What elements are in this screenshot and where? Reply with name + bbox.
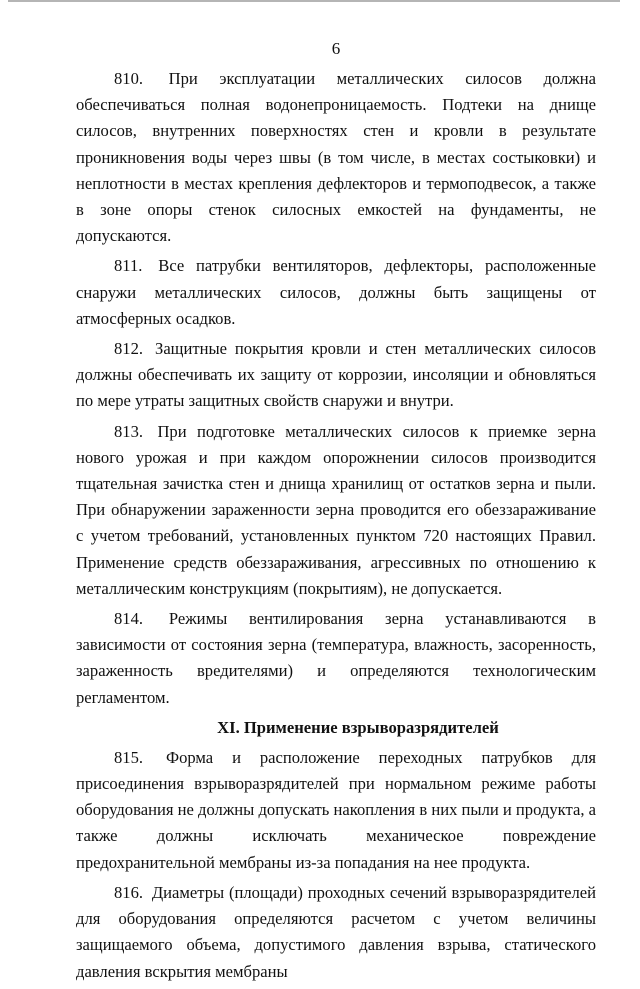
scan-top-edge — [8, 0, 620, 2]
section-title: XI. Применение взрыворазрядителей — [217, 717, 499, 737]
paragraph-number: 815. — [114, 747, 144, 767]
paragraph-number: 812. — [114, 339, 144, 359]
paragraph-text: Форма и расположение переходных патрубков для присоединения взрыворазрядителей при нормальном режиме работы оборудования не должны допускать накопления в них пыли и продукта, а также должны исключать механическое повреждение предохранительной мембраны из-за попадания на нее продукта. — [76, 747, 597, 872]
paragraph-811 — [76, 253, 596, 332]
paragraph-number: 810. — [114, 69, 144, 88]
paragraph-text: При подготовке металлических силосов к приемке зерна нового урожая и при каждом опорожнении силосов производится тщательная зачистка стен и днища хранилищ от остатков зерна и пыли. При обнаружении зараженности зерна проводится его обеззараживание с учетом требований, установленных пунктом 720 настоящих Правил. Применение средств обеззараживания, агрессивных по отношению к металлическим конструкциям (покрытиям), не допускается. — [76, 421, 596, 598]
paragraph-number: 813. — [114, 421, 144, 441]
paragraph-812 — [76, 336, 596, 415]
paragraph-number: 816. — [114, 882, 144, 902]
paragraph-815 — [76, 745, 596, 876]
paragraph-810 — [76, 66, 596, 249]
paragraph-816 — [76, 880, 596, 985]
paragraph-text: Все патрубки вентиляторов, дефлекторы, расположенные снаружи металлических силосов, должны быть защищены от атмосферных осадков. — [76, 256, 597, 328]
document-page — [76, 38, 596, 989]
paragraph-number: 814. — [114, 609, 144, 629]
paragraph-text: Режимы вентилирования зерна устанавливаются в зависимости от состояния зерна (температура, влажность, засоренность, зараженность вредителями) и определяются технологическим регламентом. — [76, 609, 597, 707]
paragraph-text: При эксплуатации металлических силосов должна обеспечиваться полная водонепроницаемость. Подтеки на днище силосов, внутренних поверхностях стен и кровли в результате проникновения воды через швы (в том числе, в местах состыковки) и неплотности в местах крепления дефлекторов и термоподвесок, а также в зоне опоры стенок силосных емкостей на фундаменты, не допускаются. — [76, 69, 596, 246]
paragraph-number: 811. — [114, 256, 143, 276]
paragraph-text: Диаметры (площади) проходных сечений взрыворазрядителей для оборудования определяются расчетом с учетом величины защищаемого объема, допустимого давления взрыва, статического давления вскрытия мембраны — [76, 882, 596, 981]
paragraph-813 — [76, 419, 596, 602]
paragraph-814 — [76, 606, 596, 711]
page-number: 6 — [331, 39, 341, 58]
paragraph-text: Защитные покрытия кровли и стен металлических силосов должны обеспечивать их защиту от коррозии, инсоляции и обновляться по мере утраты защитных свойств снаружи и внутри. — [76, 339, 596, 411]
